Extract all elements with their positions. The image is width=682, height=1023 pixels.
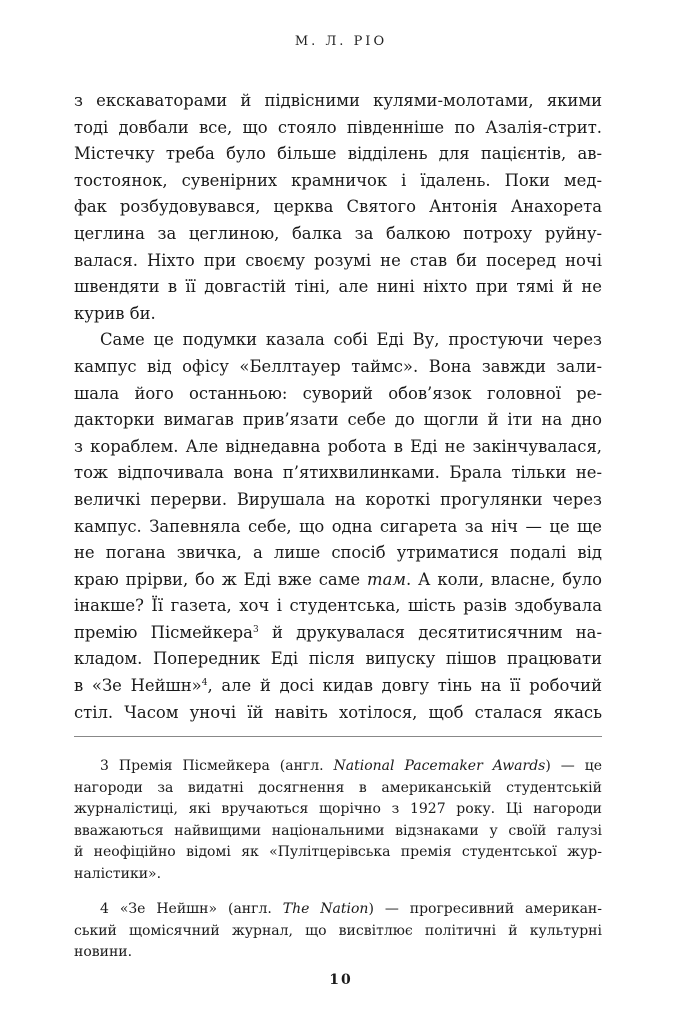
- text-line: шала його останньою: суворий обов’язок головної ре-: [74, 383, 602, 403]
- text-line: й неофіційно відомі як «Пулітцерівська премія студентської жур-: [74, 844, 602, 860]
- footnote-4: [74, 899, 602, 964]
- text-line: інакше? Її газета, хоч і студентська, шість разів здобувала: [74, 596, 602, 616]
- text-segment: ) — прогресивний американ-: [368, 901, 602, 917]
- footnotes: [74, 756, 602, 978]
- text-line: вважаються найвищими національними відзнаками у своїй галузі: [74, 822, 602, 839]
- text-line: з кораблем. Але віднедавна робота в Еді не закінчувалася,: [74, 436, 602, 456]
- footnote-ref-4[interactable]: 4: [201, 678, 208, 689]
- text-line: не погана звичка, а лише спосіб утриматися подалі від: [74, 543, 602, 563]
- page-number: 10: [329, 972, 353, 988]
- text-line: [74, 567, 602, 594]
- text-line: [74, 899, 602, 921]
- paragraph-1: [74, 88, 602, 327]
- running-head: М. Л. РІО: [294, 34, 388, 49]
- text-line: кладом. Попередник Еді після випуску пішов працювати: [74, 649, 602, 669]
- text-line: журналістиці, які вручаються щорічно з 1927 року. Ці нагороди: [74, 801, 602, 817]
- text-segment: «Зе Нейшн» (англ.: [108, 901, 283, 917]
- text-line: ський щомісячний журнал, що висвітлює політичні й культурні: [74, 922, 602, 939]
- text-segment: , але й досі кидав довгу тінь на її робочий: [207, 676, 603, 696]
- text-line: дакторки вимагав прив’язати себе до щогли й іти на дно: [74, 410, 602, 430]
- footnote-mark: 3: [100, 758, 109, 774]
- text-line: стіл. Часом уночі їй навіть хотілося, щоб сталася якась: [74, 702, 602, 722]
- paragraph-2: [74, 327, 602, 726]
- footnote-3: [74, 756, 602, 885]
- text-line: [74, 620, 602, 647]
- text-line: Саме це подумки казала собі Еді Ву, простуючи через: [100, 330, 602, 350]
- text-line: [74, 756, 602, 778]
- text-line: фак розбудовувався, церква Святого Антонія Анахорета: [74, 197, 602, 217]
- text-segment: ) — це: [545, 758, 602, 774]
- text-line: валася. Ніхто при своєму розумі не став би посеред ночі: [74, 250, 602, 270]
- text-segment: Премія Пісмейкера (англ.: [108, 758, 334, 774]
- text-line: Містечку треба було більше відділень для пацієнтів, ав-: [74, 144, 602, 164]
- text-segment: премію Пісмейкера: [74, 622, 253, 642]
- text-line: кампус від офісу «Беллтауер таймс». Вона завжди зали-: [74, 356, 602, 376]
- text-line: швендяти в її довгастій тіні, але нині ніхто при тямі й не: [74, 277, 602, 297]
- emphasis-text: The Nation: [282, 901, 369, 917]
- text-line: цеглина за цеглиною, балка за балкою потроху руйну-: [74, 223, 602, 243]
- emphasis-text: там: [367, 569, 406, 589]
- text-line: кампус. Запевняла себе, що одна сигарета за ніч — це ще: [74, 516, 602, 536]
- footnote-divider: [74, 736, 602, 737]
- text-line: новини.: [74, 944, 133, 960]
- text-segment: й друкувалася десятитисячним на-: [258, 622, 602, 642]
- text-segment: краю прірви, бо ж Еді вже саме: [74, 569, 361, 589]
- text-line: курив би.: [74, 303, 156, 323]
- text-segment: . А коли, власне, було: [405, 569, 602, 589]
- text-line: з екскаваторами й підвісними кулями-молотами, якими: [74, 91, 602, 110]
- text-line: налістики».: [74, 865, 162, 882]
- footnote-ref-3[interactable]: 3: [252, 624, 259, 635]
- text-line: величкі перерви. Вирушала на короткі прогулянки через: [74, 489, 602, 509]
- text-line: тож відпочивала вона п’ятихвилинками. Брала тільки не-: [74, 463, 602, 483]
- text-line: [74, 673, 602, 700]
- text-line: тоді довбали все, що стояло південніше по Азалія-стрит.: [74, 117, 602, 137]
- text-line: нагороди за видатні досягнення в американській студентській: [74, 779, 602, 796]
- emphasis-text: National Pacemaker Awards: [333, 758, 546, 774]
- text-line: тостоянок, сувенірних крамничок і їдалень. Поки мед-: [74, 170, 602, 190]
- footnote-mark: 4: [100, 901, 109, 917]
- main-text: [74, 88, 602, 726]
- text-segment: в «Зе Нейшн»: [74, 676, 202, 696]
